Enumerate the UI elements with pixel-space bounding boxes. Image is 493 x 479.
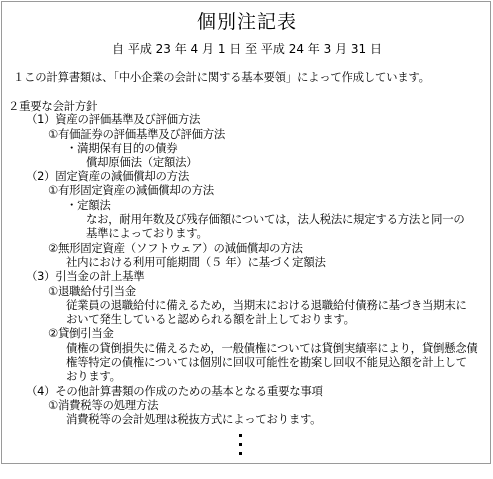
section-heading-accounting-policies: ２重要な会計方針 [8, 99, 98, 113]
item-heading-securities-valuation: ①有価証券の評価基準及び評価方法 [48, 127, 226, 141]
item-heading-intangible-depreciation: ②無形固定資産（ソフトウェア）の減価償却の方法 [48, 241, 303, 255]
body-text-software-period: 社内における利用可能期間（５ 年）に基づく定額法 [66, 255, 326, 269]
subsection-heading-depreciation: （2）固定資産の減価償却の方法 [26, 169, 189, 183]
body-text-doubtful-line-2: 権等特定の債権については個別に回収可能性を勘案し回収不能見込額を計上して [66, 355, 467, 369]
subsection-heading-other-matters: （4）その他計算書類の作成のための基本となる重要な事項 [26, 384, 323, 398]
subsection-heading-allowances: （3）引当金の計上基準 [26, 269, 145, 283]
body-text-tax-exclusive-method: 消費税等の会計処理は税抜方式によっております。 [66, 412, 322, 426]
body-text-doubtful-line-1: 債権の貸倒損失に備えるため，一般債権については貸倒実績率により，貸倒懸念債 [66, 341, 478, 355]
document-frame [1, 1, 491, 464]
body-text-retirement-line-2: おいて発生していると認められる額を計上しております。 [66, 312, 355, 326]
item-heading-retirement-benefits: ①退職給付引当金 [48, 284, 136, 298]
body-text-retirement-line-1: 従業員の退職給付に備えるため，当期末における退職給付債務に基づき当期末に [66, 298, 467, 312]
item-heading-consumption-tax: ①消費税等の処理方法 [48, 398, 159, 412]
list-item-held-to-maturity-bonds: ・満期保有目的の債券 [66, 141, 178, 155]
body-text-useful-life-line-2: 基準によっております。 [86, 226, 208, 240]
item-heading-doubtful-accounts: ②貸倒引当金 [48, 326, 114, 340]
item-heading-tangible-depreciation: ①有形固定資産の減価償却の方法 [48, 183, 214, 197]
note-basis-of-preparation: １この計算書類は、「中小企業の会計に関する基本要領」によって作成しています。 [13, 70, 430, 84]
body-text-doubtful-line-3: おります。 [66, 369, 121, 383]
document-title: 個別注記表 [196, 11, 297, 33]
continuation-ellipsis [236, 434, 244, 460]
subsection-heading-asset-valuation: （1）資産の評価基準及び評価方法 [26, 112, 201, 126]
body-text-useful-life-line-1: なお，耐用年数及び残存価額については，法人税法に規定する方法と同一の [86, 212, 465, 226]
list-item-straight-line: ・定額法 [66, 198, 111, 212]
fiscal-period: 自 平成 23 年 4 月 1 日 至 平成 24 年 3 月 31 日 [112, 42, 382, 56]
body-text-amortized-cost: 償却原価法（定額法） [86, 155, 198, 169]
